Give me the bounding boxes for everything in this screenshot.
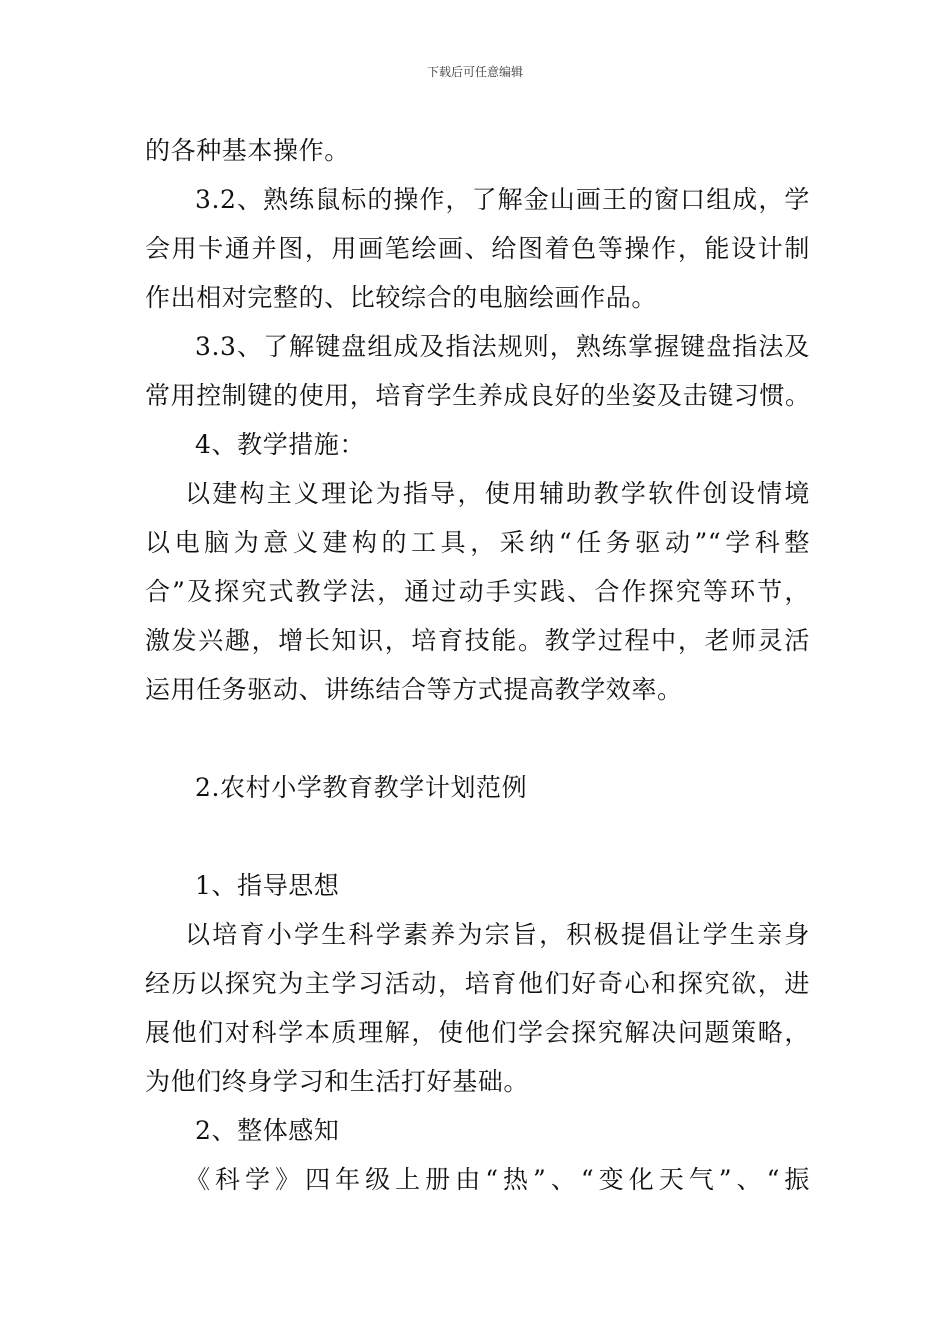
text-line: 常用控制键的使用，培育学生养成良好的坐姿及击键习惯。	[145, 381, 811, 410]
document-body	[145, 126, 810, 1204]
text-line: 展他们对科学本质理解，使他们学会探究解决问题策略，	[145, 1018, 810, 1047]
section-heading: 4、教学措施：	[195, 430, 366, 459]
text-line: 激发兴趣，增长知识，培育技能。教学过程中，老师灵活	[145, 626, 810, 655]
text-line: 运用任务驱动、讲练结合等方式提高教学效率。	[145, 675, 683, 704]
section-heading: 2、整体感知	[195, 1116, 340, 1145]
text-line: 3.3、了解键盘组成及指法规则，熟练掌握键盘指法及	[195, 332, 810, 361]
text-line: 以建构主义理论为指导，使用辅助教学软件创设情境	[185, 479, 810, 508]
text-line: 《科学》四年级上册由“热”、“变化天气”、“振	[185, 1165, 810, 1194]
text-line: 合”及探究式教学法，通过动手实践、合作探究等环节，	[145, 577, 810, 606]
section-heading: 1、指导思想	[195, 871, 340, 900]
text-line: 以培育小学生科学素养为宗旨，积极提倡让学生亲身	[185, 920, 810, 949]
text-line: 作出相对完整的、比较综合的电脑绘画作品。	[145, 283, 658, 312]
text-line: 为他们终身学习和生活打好基础。	[145, 1067, 530, 1096]
document-title: 2.农村小学教育教学计划范例	[195, 773, 528, 802]
text-line: 3.2、熟练鼠标的操作，了解金山画王的窗口组成，学	[195, 185, 810, 214]
text-line: 以电脑为意义建构的工具，采纳“任务驱动”“学科整	[145, 528, 810, 557]
text-line: 的各种基本操作。	[145, 136, 350, 165]
text-line: 会用卡通并图，用画笔绘画、给图着色等操作，能设计制	[145, 234, 810, 263]
page-header-note: 下载后可任意编辑	[426, 65, 523, 79]
text-line: 经历以探究为主学习活动，培育他们好奇心和探究欲，进	[145, 969, 810, 998]
